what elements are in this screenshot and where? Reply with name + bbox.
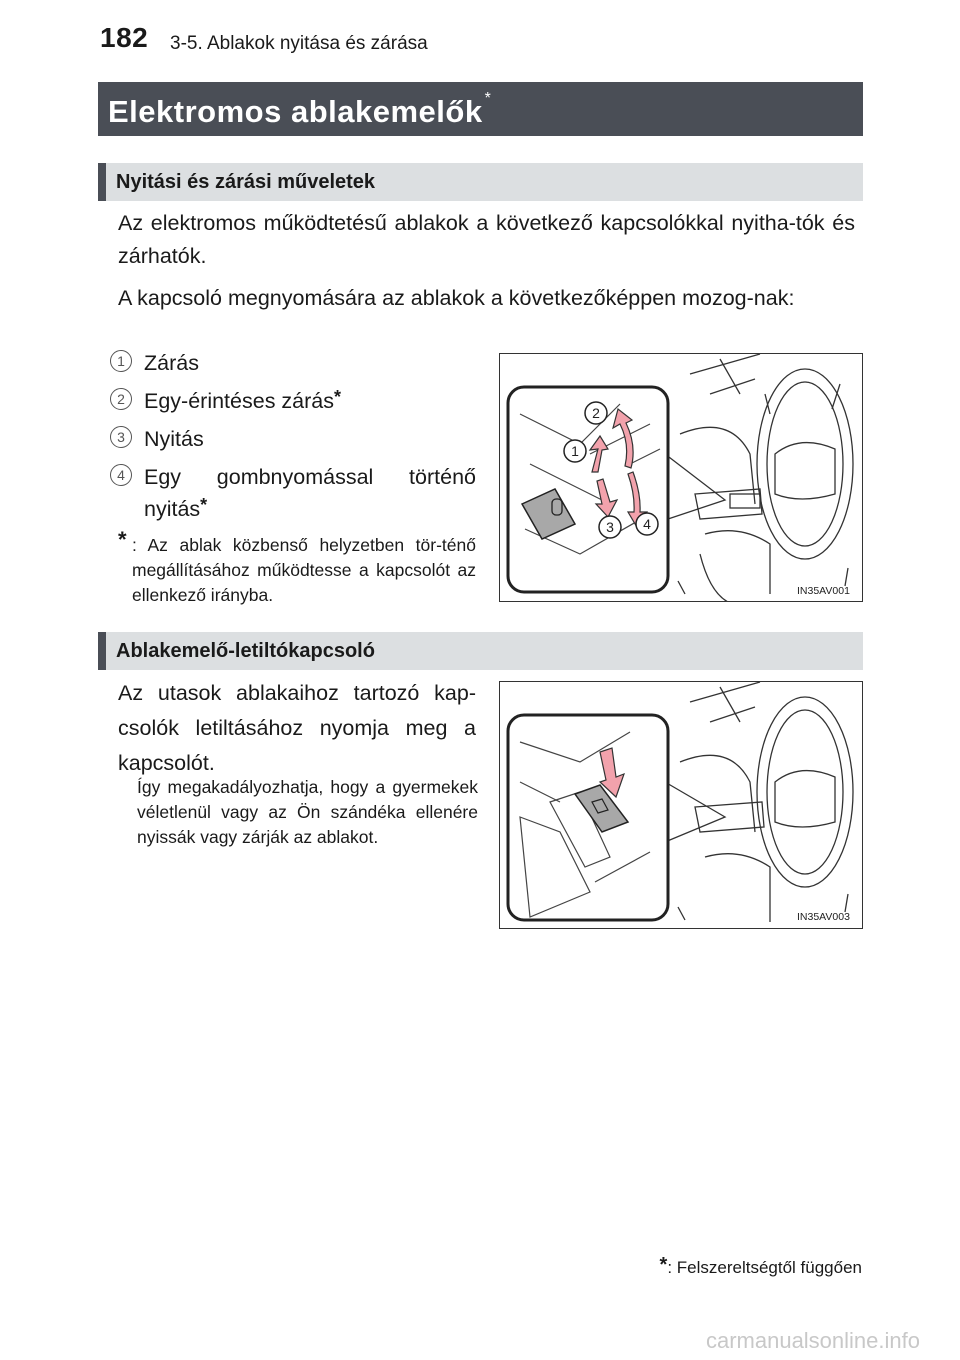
callout-4: 4: [643, 516, 651, 532]
callout-3: 3: [606, 519, 614, 535]
intro-paragraph: Az elektromos működtetésű ablakok a következő kapcsolókkal nyitha-tók és zárhatók.: [118, 211, 855, 268]
item-number: 2: [110, 388, 132, 410]
list-item-one-touch-close: [110, 385, 485, 417]
list-item-one-touch-open: [110, 461, 485, 521]
footer-text: : Felszereltségtől függően: [667, 1258, 862, 1277]
item-number: 3: [110, 426, 132, 448]
item-footnote: [118, 527, 476, 608]
item-text: Zárás: [144, 351, 199, 375]
page-title-mark: *: [484, 90, 492, 107]
item-text: Nyitás: [144, 427, 204, 451]
item-text: Egy-érintéses zárás: [144, 389, 334, 413]
lock-note: Így megakadályozhatja, hogy a gyermekek véletlenül vagy az Ön szándéka ellenére nyissák vagy zárják az ablakot.: [137, 777, 478, 847]
lock-switch-figure: [499, 681, 863, 929]
footnote-mark: *: [118, 527, 127, 552]
page-number: 182: [100, 22, 149, 53]
footnote-text: : Az ablak közbenső helyzetben tör-ténő megállításához működtesse a kapcsolót az ellenkező irányba.: [132, 535, 476, 605]
page-title: [98, 82, 863, 136]
callout-2: 2: [592, 405, 600, 421]
movement-paragraph: A kapcsoló megnyomására az ablakok a következőképpen mozog-nak:: [118, 286, 795, 310]
list-item-open: [110, 423, 485, 455]
footer-mark: *: [659, 1254, 668, 1276]
callout-1: 1: [571, 443, 579, 459]
item-number: 4: [110, 464, 132, 486]
watermark: carmanualsonline.info: [705, 1328, 920, 1353]
footer-note: [659, 1254, 862, 1281]
section-heading-operations: Nyitási és zárási műveletek: [98, 163, 863, 201]
chapter-title: 3-5. Ablakok nyitása és zárása: [170, 33, 428, 54]
window-switch-illustration: [500, 354, 863, 602]
item-star: *: [200, 495, 208, 515]
lock-paragraph: Az utasok ablakaihoz tartozó kap-csolók letiltásához nyomja meg a kapcsolót.: [118, 681, 476, 775]
item-number: 1: [110, 350, 132, 372]
section-heading-lock-switch: Ablakemelő-letiltókapcsoló: [98, 632, 863, 670]
figure-code: IN35AV001: [797, 585, 850, 597]
figure-code: IN35AV003: [797, 911, 850, 923]
item-star: *: [334, 387, 342, 407]
list-item-close: [110, 347, 485, 379]
window-switch-figure: [499, 353, 863, 602]
item-text: Egy gombnyomással történő nyitás: [144, 465, 476, 521]
page-title-text: Elektromos ablakemelők: [108, 94, 483, 129]
lock-switch-illustration: [500, 682, 863, 929]
